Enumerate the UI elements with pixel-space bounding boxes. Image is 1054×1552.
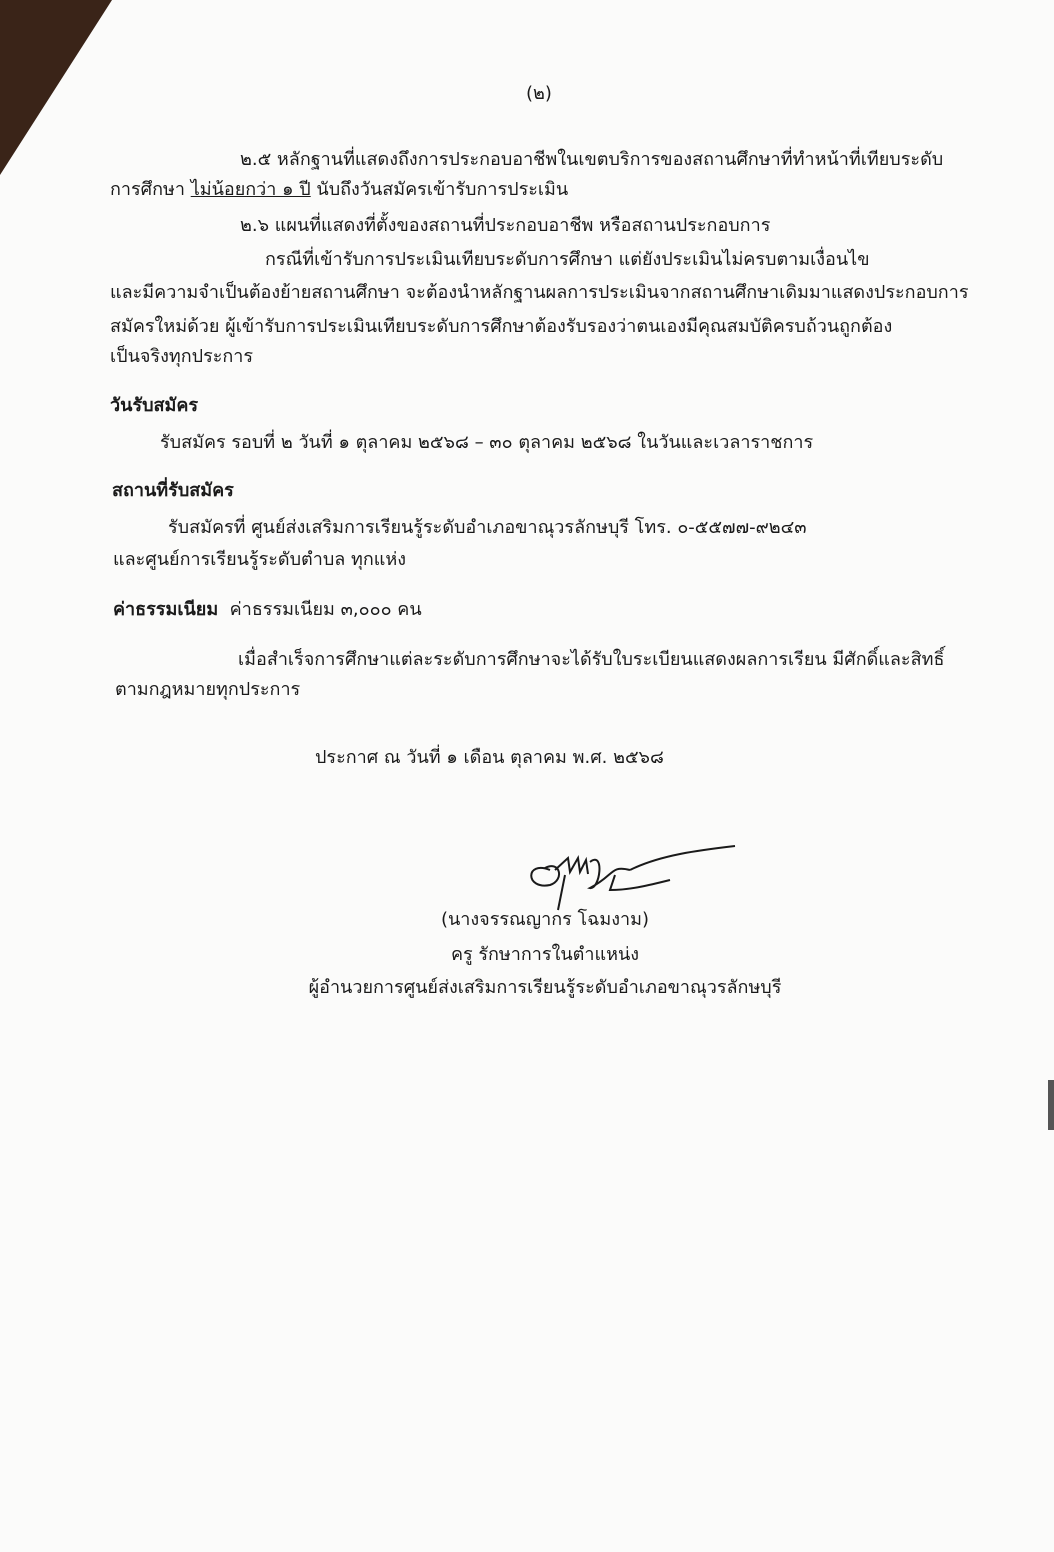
underlined-text: ไม่น้อยกว่า ๑ ปี — [190, 179, 311, 200]
signatory-name: (นางจรรณญากร โฉมงาม) — [440, 909, 650, 930]
scan-edge-shadow — [1048, 1080, 1054, 1130]
signatory-title: ผู้อำนวยการศูนย์ส่งเสริมการเรียนรู้ระดับอำเภอขาณุวรลักษบุรี — [308, 977, 782, 998]
item-2-6: ๒.๖ แผนที่แสดงที่ตั้งของสถานที่ประกอบอาชีพ หรือสถานประกอบการ — [240, 215, 771, 236]
signatory-position: ครู รักษาการในตำแหน่ง — [450, 944, 640, 965]
paragraph-line: และมีความจำเป็นต้องย้ายสถานศึกษา จะต้องนำหลักฐานผลการประเมินจากสถานศึกษาเดิมมาแสดงประกอบการ — [110, 282, 969, 303]
application-place-line2: และศูนย์การเรียนรู้ระดับตำบล ทุกแห่ง — [113, 549, 407, 570]
text: นับถึงวันสมัครเข้ารับการประเมิน — [310, 179, 569, 200]
paragraph-line: กรณีที่เข้ารับการประเมินเทียบระดับการศึกษา แต่ยังประเมินไม่ครบตามเงื่อนไข — [265, 249, 870, 270]
application-dates-text: รับสมัคร รอบที่ ๒ วันที่ ๑ ตุลาคม ๒๕๖๘ – ๓๐ ตุลาคม ๒๕๖๘ ในวันและเวลาราชการ — [160, 432, 814, 453]
fee-heading: ค่าธรรมเนียม — [113, 599, 219, 620]
completion-line: เมื่อสำเร็จการศึกษาแต่ละระดับการศึกษาจะได้รับใบระเบียนแสดงผลการเรียน มีศักดิ์และสิทธิ์ — [238, 649, 945, 670]
scan-corner-shadow — [0, 0, 112, 175]
application-place-line1: รับสมัครที่ ศูนย์ส่งเสริมการเรียนรู้ระดับอำเภอขาณุวรลักษบุรี โทร. ๐-๕๕๗๗-๙๒๔๓ — [168, 517, 807, 538]
completion-line: ตามกฎหมายทุกประการ — [115, 679, 301, 700]
page-number: (๒) — [526, 83, 552, 104]
fee-text: ค่าธรรมเนียม ๓,๐๐๐ คน — [229, 599, 422, 620]
application-place-heading: สถานที่รับสมัคร — [112, 480, 234, 501]
text: การศึกษา — [110, 179, 191, 200]
paragraph-line: สมัครใหม่ด้วย ผู้เข้ารับการประเมินเทียบระดับการศึกษาต้องรับรองว่าตนเองมีคุณสมบัติครบถ้วนถูกต้อง — [110, 316, 893, 337]
item-2-5: ๒.๕ หลักฐานที่แสดงถึงการประกอบอาชีพในเขตบริการของสถานศึกษาที่ทำหน้าที่เทียบระดับ — [240, 149, 944, 170]
announcement-date: ประกาศ ณ วันที่ ๑ เดือน ตุลาคม พ.ศ. ๒๕๖๘ — [315, 747, 664, 768]
fee-line — [113, 598, 422, 622]
application-dates-heading: วันรับสมัคร — [110, 395, 199, 416]
paragraph-line: เป็นจริงทุกประการ — [110, 346, 254, 367]
item-2-5-continued — [110, 178, 568, 202]
